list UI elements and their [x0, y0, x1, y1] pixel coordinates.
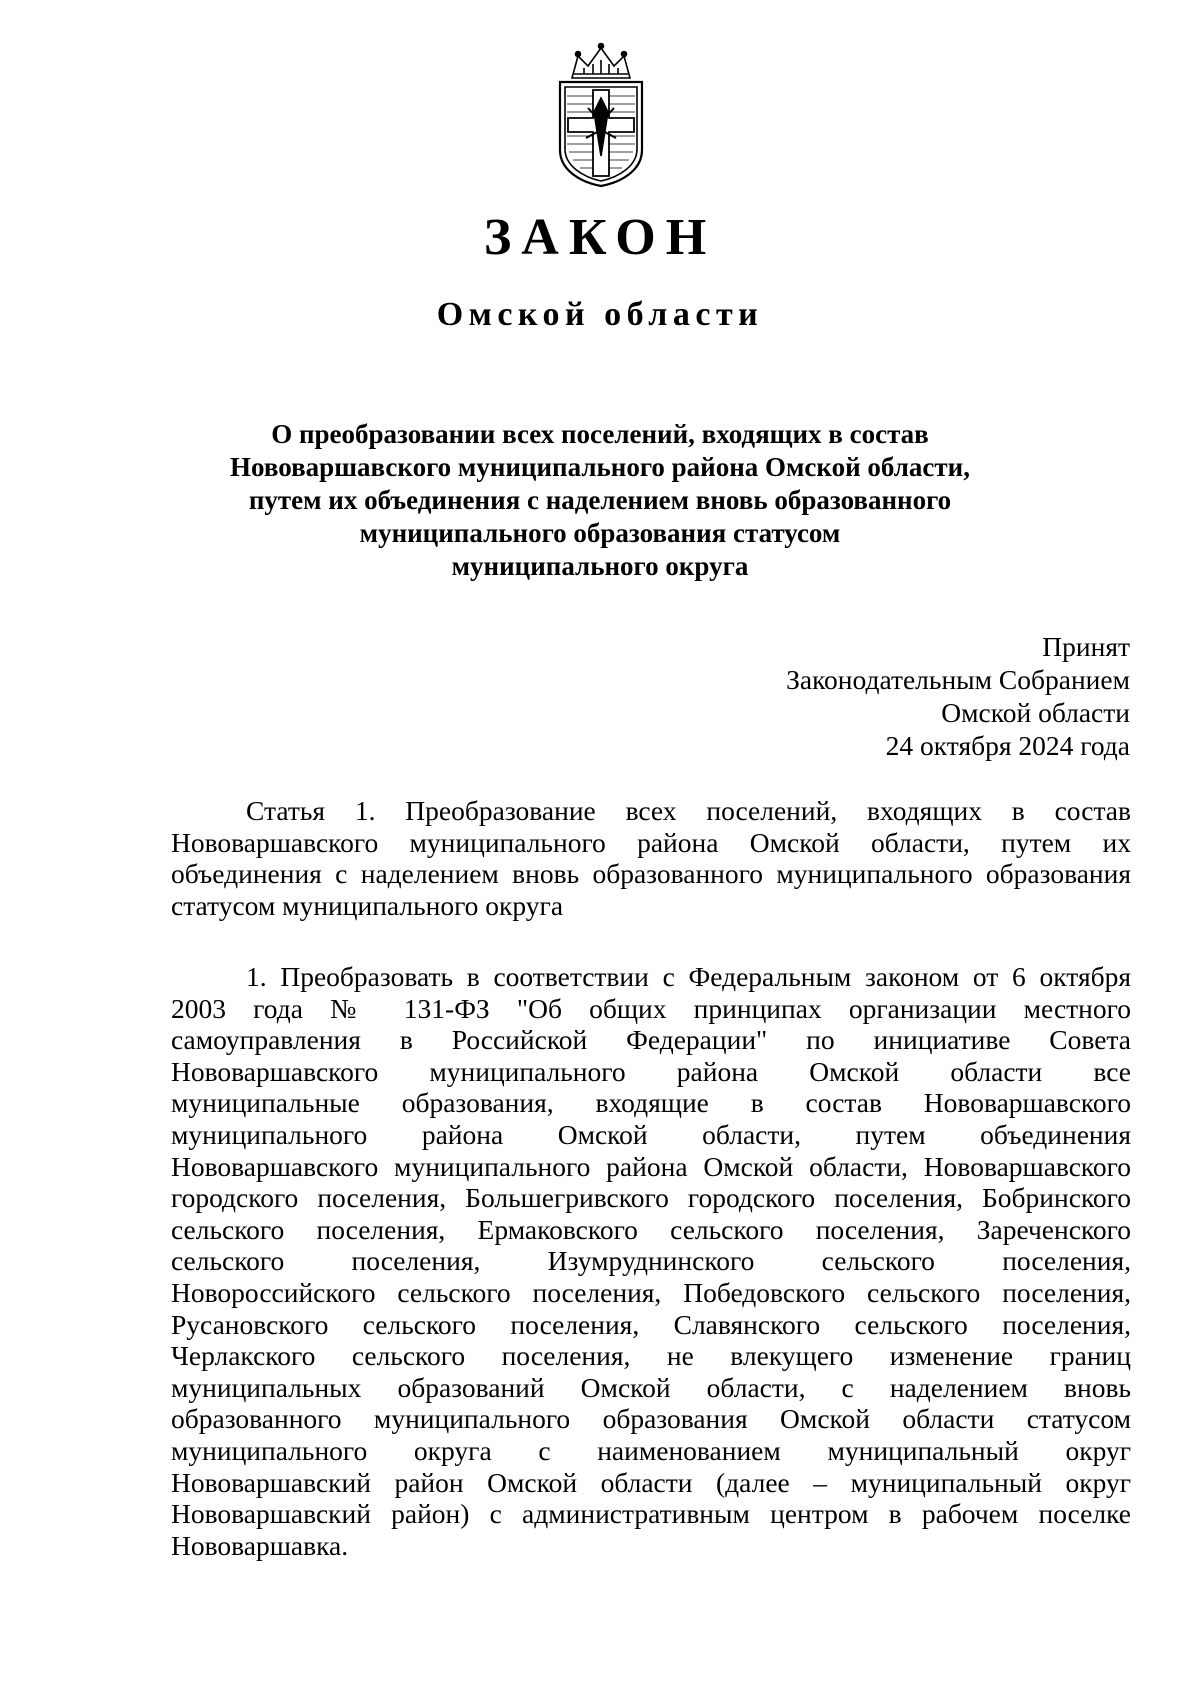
- text-line: Нововаршавка.: [171, 1529, 349, 1561]
- text-line: Статья 1. Преобразование всех поселений, входящих в состав: [246, 795, 1131, 826]
- law-name: [200, 418, 1000, 583]
- paragraph-1: [171, 961, 1131, 1561]
- text-line: сельского поселения, Ермаковского сельского поселения, Зареченского: [171, 1213, 1131, 1245]
- adoption-line: Законодательным Собранием: [786, 664, 1130, 695]
- text-line: муниципального района Омской области, путем объединения: [171, 1118, 1131, 1150]
- law-name-line: муниципального округа: [451, 551, 749, 581]
- law-name-line: путем их объединения с наделением вновь образованного: [248, 485, 952, 515]
- text-line: муниципальные образования, входящие в состав Нововаршавского: [171, 1087, 1131, 1119]
- adoption-line: Омской области: [941, 697, 1130, 728]
- text-line: Черлакского сельского поселения, не влекущего изменение границ: [171, 1340, 1131, 1372]
- text-line: городского поселения, Большегривского городского поселения, Бобринского: [171, 1182, 1131, 1214]
- document-title: ЗАКОН: [483, 209, 717, 266]
- law-name-line: О преобразовании всех поселений, входящих в состав: [271, 419, 929, 449]
- text-line: сельского поселения, Изумруднинского сельского поселения,: [171, 1245, 1131, 1277]
- adoption-date: 24 октября 2024 года: [885, 730, 1130, 761]
- article-1-heading: [171, 795, 1131, 921]
- law-name-line: муниципального образования статусом: [359, 518, 841, 548]
- law-name-line: Нововаршавского муниципального района Омской области,: [230, 452, 970, 482]
- text-line: объединения с наделением вновь образованного муниципального образования: [171, 858, 1131, 890]
- text-line: статусом муниципального округа: [171, 889, 564, 921]
- document-subtitle: Омской области: [436, 296, 764, 333]
- text-line: образованного муниципального образования Омской области статусом: [171, 1403, 1131, 1435]
- text-line: муниципальных образований Омской области, с наделением вновь: [171, 1371, 1131, 1403]
- text-line: Нововаршавского муниципального района Омской области, Нововаршавского: [171, 1150, 1131, 1182]
- text-line: Нововаршавского муниципального района Омской области все: [171, 1055, 1131, 1087]
- text-line: Нововаршавский район) с административным центром в рабочем поселке: [171, 1498, 1131, 1530]
- text-line: Новороссийского сельского поселения, Победовского сельского поселения,: [171, 1276, 1131, 1308]
- text-line: 2003 года № 131-ФЗ "Об общих принципах организации местного: [171, 992, 1131, 1024]
- text-line: Русановского сельского поселения, Славянского сельского поселения,: [171, 1308, 1131, 1340]
- text-line: самоуправления в Российской Федерации" по инициативе Совета: [171, 1024, 1131, 1056]
- text-line: 1. Преобразовать в соответствии с Федеральным законом от 6 октября: [246, 961, 1131, 992]
- text-line: муниципального округа с наименованием муниципальный округ: [171, 1434, 1131, 1466]
- omsk-region-coat-of-arms-icon: [548, 38, 654, 188]
- adoption-line: Принят: [1042, 631, 1130, 662]
- adoption-block: [700, 630, 1130, 762]
- text-line: Нововаршавский район Омской области (далее – муниципальный округ: [171, 1466, 1131, 1498]
- text-line: Нововаршавского муниципального района Омской области, путем их: [171, 826, 1131, 858]
